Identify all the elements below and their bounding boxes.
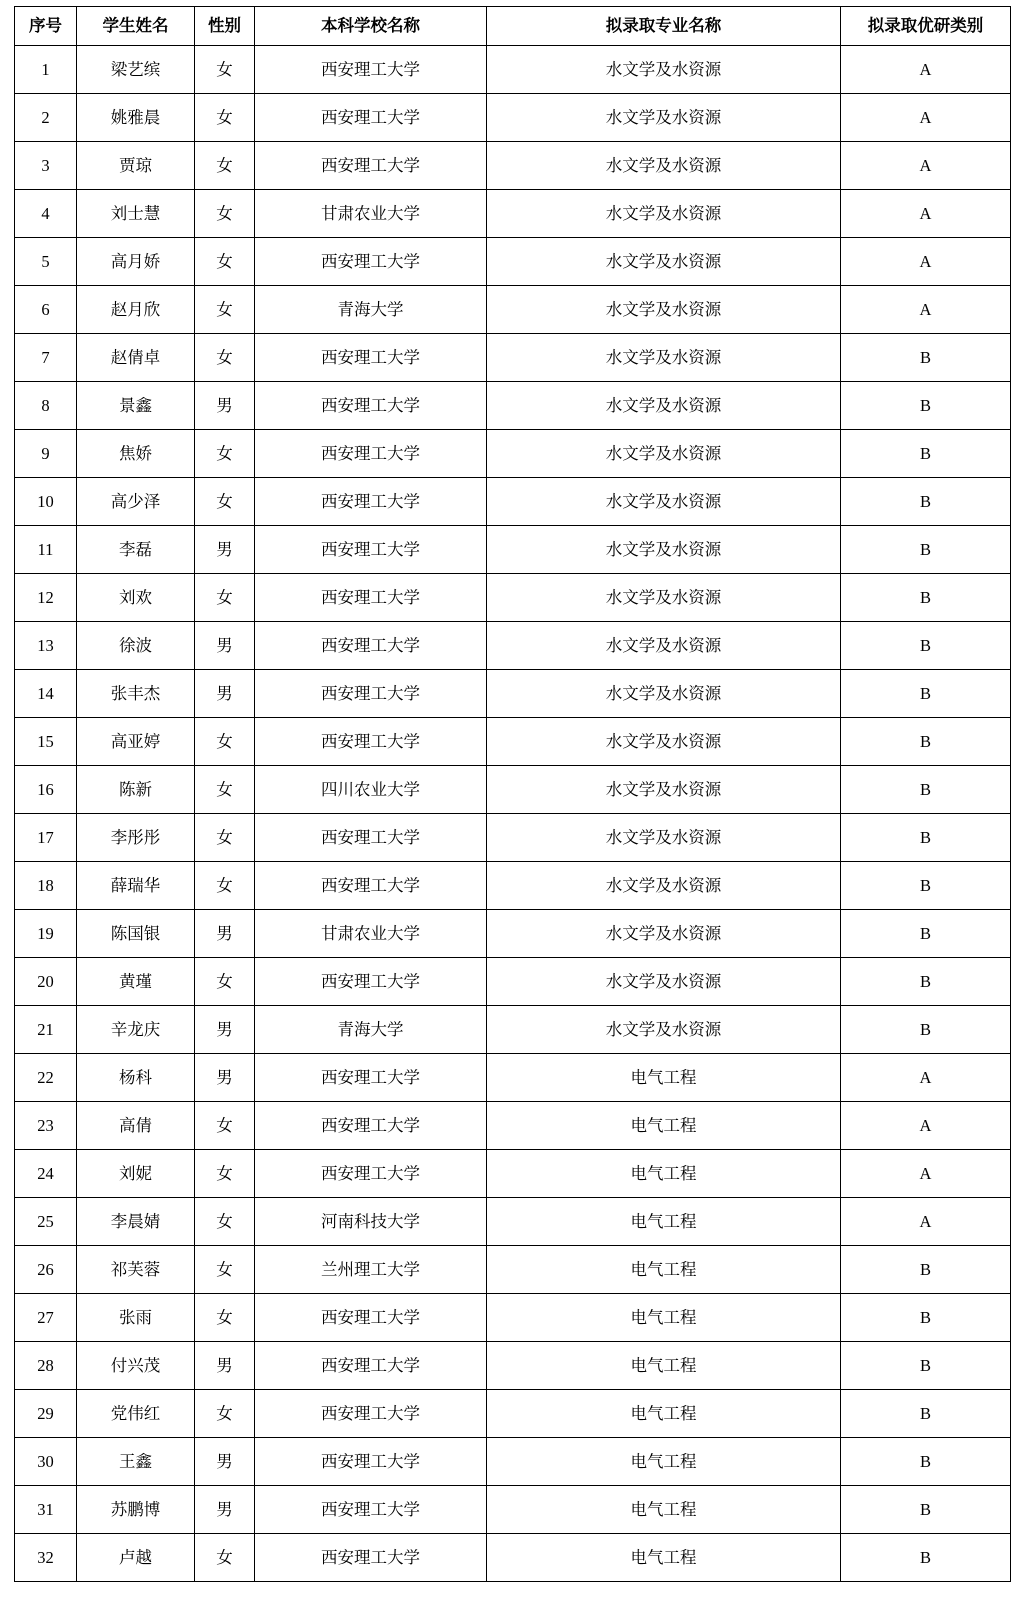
student-sex: 女	[195, 814, 255, 862]
student-name: 张雨	[77, 1294, 195, 1342]
student-name: 陈国银	[77, 910, 195, 958]
undergraduate-school: 西安理工大学	[255, 238, 487, 286]
undergraduate-school: 河南科技大学	[255, 1198, 487, 1246]
row-index: 16	[15, 766, 77, 814]
admission-category: B	[841, 622, 1011, 670]
table-row	[15, 910, 1011, 958]
admission-category: B	[841, 430, 1011, 478]
undergraduate-school: 西安理工大学	[255, 1150, 487, 1198]
table-row	[15, 286, 1011, 334]
admitted-major: 电气工程	[487, 1102, 841, 1150]
student-name: 付兴茂	[77, 1342, 195, 1390]
admission-category: A	[841, 46, 1011, 94]
admitted-major: 电气工程	[487, 1198, 841, 1246]
admitted-major: 水文学及水资源	[487, 46, 841, 94]
admission-category: A	[841, 94, 1011, 142]
row-index: 3	[15, 142, 77, 190]
admission-category: B	[841, 1246, 1011, 1294]
table-row	[15, 1390, 1011, 1438]
table-row	[15, 1342, 1011, 1390]
admission-category: B	[841, 574, 1011, 622]
student-sex: 男	[195, 622, 255, 670]
admitted-major: 水文学及水资源	[487, 670, 841, 718]
table-row	[15, 142, 1011, 190]
student-sex: 男	[195, 670, 255, 718]
student-name: 李彤彤	[77, 814, 195, 862]
undergraduate-school: 青海大学	[255, 286, 487, 334]
student-sex: 女	[195, 718, 255, 766]
student-name: 陈新	[77, 766, 195, 814]
row-index: 28	[15, 1342, 77, 1390]
admitted-major: 水文学及水资源	[487, 718, 841, 766]
admitted-major: 水文学及水资源	[487, 382, 841, 430]
admitted-major: 电气工程	[487, 1486, 841, 1534]
undergraduate-school: 西安理工大学	[255, 334, 487, 382]
row-index: 15	[15, 718, 77, 766]
student-name: 贾琼	[77, 142, 195, 190]
table-row	[15, 190, 1011, 238]
undergraduate-school: 西安理工大学	[255, 1534, 487, 1582]
student-sex: 女	[195, 46, 255, 94]
admission-category: A	[841, 238, 1011, 286]
row-index: 9	[15, 430, 77, 478]
row-index: 19	[15, 910, 77, 958]
table-row	[15, 1102, 1011, 1150]
student-sex: 女	[195, 574, 255, 622]
student-sex: 女	[195, 430, 255, 478]
admitted-major: 水文学及水资源	[487, 94, 841, 142]
undergraduate-school: 四川农业大学	[255, 766, 487, 814]
row-index: 30	[15, 1438, 77, 1486]
undergraduate-school: 西安理工大学	[255, 94, 487, 142]
row-index: 20	[15, 958, 77, 1006]
admission-category: B	[841, 958, 1011, 1006]
undergraduate-school: 西安理工大学	[255, 1438, 487, 1486]
admission-category: B	[841, 526, 1011, 574]
undergraduate-school: 西安理工大学	[255, 862, 487, 910]
row-index: 21	[15, 1006, 77, 1054]
row-index: 17	[15, 814, 77, 862]
student-name: 梁艺缤	[77, 46, 195, 94]
student-sex: 女	[195, 1198, 255, 1246]
admitted-major: 电气工程	[487, 1294, 841, 1342]
admitted-major: 水文学及水资源	[487, 478, 841, 526]
undergraduate-school: 西安理工大学	[255, 1054, 487, 1102]
student-sex: 男	[195, 1054, 255, 1102]
table-header	[15, 7, 1011, 46]
row-index: 23	[15, 1102, 77, 1150]
row-index: 2	[15, 94, 77, 142]
admitted-major: 水文学及水资源	[487, 910, 841, 958]
student-name: 张丰杰	[77, 670, 195, 718]
admitted-major: 水文学及水资源	[487, 958, 841, 1006]
undergraduate-school: 西安理工大学	[255, 142, 487, 190]
table-row	[15, 862, 1011, 910]
student-name: 党伟红	[77, 1390, 195, 1438]
table-row	[15, 718, 1011, 766]
student-name: 苏鹏博	[77, 1486, 195, 1534]
undergraduate-school: 青海大学	[255, 1006, 487, 1054]
admission-category: A	[841, 1198, 1011, 1246]
table-row	[15, 1294, 1011, 1342]
admitted-major: 水文学及水资源	[487, 622, 841, 670]
undergraduate-school: 西安理工大学	[255, 1342, 487, 1390]
table-row	[15, 334, 1011, 382]
table-row	[15, 46, 1011, 94]
undergraduate-school: 西安理工大学	[255, 430, 487, 478]
admitted-major: 水文学及水资源	[487, 190, 841, 238]
table-row	[15, 1054, 1011, 1102]
row-index: 11	[15, 526, 77, 574]
row-index: 27	[15, 1294, 77, 1342]
column-header-school: 本科学校名称	[255, 7, 487, 46]
student-name: 王鑫	[77, 1438, 195, 1486]
table-row	[15, 958, 1011, 1006]
student-sex: 女	[195, 142, 255, 190]
student-name: 祁芙蓉	[77, 1246, 195, 1294]
admission-category: B	[841, 1534, 1011, 1582]
undergraduate-school: 西安理工大学	[255, 574, 487, 622]
row-index: 8	[15, 382, 77, 430]
admitted-major: 电气工程	[487, 1150, 841, 1198]
student-sex: 女	[195, 958, 255, 1006]
row-index: 24	[15, 1150, 77, 1198]
row-index: 32	[15, 1534, 77, 1582]
table-row	[15, 1006, 1011, 1054]
table-row	[15, 94, 1011, 142]
student-name: 徐波	[77, 622, 195, 670]
row-index: 13	[15, 622, 77, 670]
undergraduate-school: 甘肃农业大学	[255, 910, 487, 958]
table-row	[15, 574, 1011, 622]
row-index: 14	[15, 670, 77, 718]
admitted-major: 水文学及水资源	[487, 766, 841, 814]
table-row	[15, 1534, 1011, 1582]
student-sex: 女	[195, 1294, 255, 1342]
admitted-major: 水文学及水资源	[487, 862, 841, 910]
admitted-major: 水文学及水资源	[487, 814, 841, 862]
admission-category: B	[841, 670, 1011, 718]
undergraduate-school: 西安理工大学	[255, 1486, 487, 1534]
student-name: 李磊	[77, 526, 195, 574]
undergraduate-school: 西安理工大学	[255, 814, 487, 862]
student-sex: 男	[195, 910, 255, 958]
admission-category: B	[841, 478, 1011, 526]
admission-category: B	[841, 382, 1011, 430]
row-index: 22	[15, 1054, 77, 1102]
admitted-major: 电气工程	[487, 1534, 841, 1582]
admission-category: B	[841, 814, 1011, 862]
student-sex: 女	[195, 766, 255, 814]
student-sex: 女	[195, 1390, 255, 1438]
row-index: 5	[15, 238, 77, 286]
admission-category: B	[841, 1390, 1011, 1438]
table-row	[15, 1438, 1011, 1486]
table-body	[15, 46, 1011, 1582]
row-index: 29	[15, 1390, 77, 1438]
admission-category: A	[841, 190, 1011, 238]
undergraduate-school: 西安理工大学	[255, 1294, 487, 1342]
admission-category: A	[841, 1054, 1011, 1102]
admitted-major: 电气工程	[487, 1342, 841, 1390]
column-header-index: 序号	[15, 7, 77, 46]
student-sex: 女	[195, 478, 255, 526]
student-sex: 女	[195, 1150, 255, 1198]
table-row	[15, 1246, 1011, 1294]
student-name: 薛瑞华	[77, 862, 195, 910]
student-name: 刘士慧	[77, 190, 195, 238]
admission-category: B	[841, 334, 1011, 382]
table-row	[15, 526, 1011, 574]
row-index: 18	[15, 862, 77, 910]
student-name: 杨科	[77, 1054, 195, 1102]
table-row	[15, 1486, 1011, 1534]
admission-category: B	[841, 1294, 1011, 1342]
undergraduate-school: 西安理工大学	[255, 526, 487, 574]
admitted-major: 水文学及水资源	[487, 526, 841, 574]
student-name: 姚雅晨	[77, 94, 195, 142]
admitted-major: 电气工程	[487, 1054, 841, 1102]
student-sex: 女	[195, 190, 255, 238]
undergraduate-school: 兰州理工大学	[255, 1246, 487, 1294]
undergraduate-school: 西安理工大学	[255, 382, 487, 430]
admission-category: B	[841, 1006, 1011, 1054]
undergraduate-school: 西安理工大学	[255, 1102, 487, 1150]
row-index: 25	[15, 1198, 77, 1246]
undergraduate-school: 西安理工大学	[255, 958, 487, 1006]
undergraduate-school: 西安理工大学	[255, 46, 487, 94]
table-row	[15, 670, 1011, 718]
row-index: 6	[15, 286, 77, 334]
student-sex: 男	[195, 1438, 255, 1486]
row-index: 1	[15, 46, 77, 94]
admission-category: B	[841, 862, 1011, 910]
student-name: 刘欢	[77, 574, 195, 622]
undergraduate-school: 西安理工大学	[255, 1390, 487, 1438]
table-row	[15, 430, 1011, 478]
undergraduate-school: 西安理工大学	[255, 478, 487, 526]
table-row	[15, 478, 1011, 526]
table-row	[15, 622, 1011, 670]
admitted-major: 水文学及水资源	[487, 1006, 841, 1054]
student-sex: 男	[195, 1486, 255, 1534]
student-sex: 女	[195, 1246, 255, 1294]
admission-category: B	[841, 718, 1011, 766]
admission-list-table	[14, 6, 1011, 1582]
table-row	[15, 814, 1011, 862]
admitted-major: 电气工程	[487, 1390, 841, 1438]
table-header-row	[15, 7, 1011, 46]
student-sex: 女	[195, 1534, 255, 1582]
admission-category: A	[841, 1150, 1011, 1198]
admission-category: A	[841, 286, 1011, 334]
admission-category: B	[841, 1486, 1011, 1534]
student-name: 辛龙庆	[77, 1006, 195, 1054]
admission-category: A	[841, 1102, 1011, 1150]
table-row	[15, 1198, 1011, 1246]
row-index: 7	[15, 334, 77, 382]
row-index: 12	[15, 574, 77, 622]
table-row	[15, 238, 1011, 286]
undergraduate-school: 甘肃农业大学	[255, 190, 487, 238]
student-sex: 女	[195, 862, 255, 910]
student-sex: 女	[195, 286, 255, 334]
student-sex: 男	[195, 1006, 255, 1054]
table-row	[15, 766, 1011, 814]
column-header-major: 拟录取专业名称	[487, 7, 841, 46]
row-index: 10	[15, 478, 77, 526]
undergraduate-school: 西安理工大学	[255, 670, 487, 718]
admission-category: B	[841, 1342, 1011, 1390]
student-name: 高月娇	[77, 238, 195, 286]
undergraduate-school: 西安理工大学	[255, 622, 487, 670]
column-header-sex: 性别	[195, 7, 255, 46]
student-name: 景鑫	[77, 382, 195, 430]
student-name: 黄瑾	[77, 958, 195, 1006]
undergraduate-school: 西安理工大学	[255, 718, 487, 766]
student-name: 高亚婷	[77, 718, 195, 766]
student-sex: 男	[195, 1342, 255, 1390]
admission-category: A	[841, 142, 1011, 190]
admitted-major: 水文学及水资源	[487, 286, 841, 334]
table-row	[15, 382, 1011, 430]
row-index: 26	[15, 1246, 77, 1294]
student-sex: 男	[195, 382, 255, 430]
student-name: 赵月欣	[77, 286, 195, 334]
student-name: 赵倩卓	[77, 334, 195, 382]
admitted-major: 电气工程	[487, 1246, 841, 1294]
admitted-major: 电气工程	[487, 1438, 841, 1486]
student-name: 李晨婧	[77, 1198, 195, 1246]
admitted-major: 水文学及水资源	[487, 142, 841, 190]
student-sex: 男	[195, 526, 255, 574]
column-header-type: 拟录取优研类别	[841, 7, 1011, 46]
admission-category: B	[841, 1438, 1011, 1486]
admitted-major: 水文学及水资源	[487, 334, 841, 382]
student-name: 卢越	[77, 1534, 195, 1582]
admitted-major: 水文学及水资源	[487, 574, 841, 622]
admission-category: B	[841, 910, 1011, 958]
student-sex: 女	[195, 238, 255, 286]
student-sex: 女	[195, 1102, 255, 1150]
row-index: 4	[15, 190, 77, 238]
student-name: 高倩	[77, 1102, 195, 1150]
student-name: 焦娇	[77, 430, 195, 478]
student-sex: 女	[195, 94, 255, 142]
row-index: 31	[15, 1486, 77, 1534]
admitted-major: 水文学及水资源	[487, 238, 841, 286]
admission-category: B	[841, 766, 1011, 814]
column-header-name: 学生姓名	[77, 7, 195, 46]
admitted-major: 水文学及水资源	[487, 430, 841, 478]
student-name: 刘妮	[77, 1150, 195, 1198]
table-row	[15, 1150, 1011, 1198]
student-name: 高少泽	[77, 478, 195, 526]
student-sex: 女	[195, 334, 255, 382]
